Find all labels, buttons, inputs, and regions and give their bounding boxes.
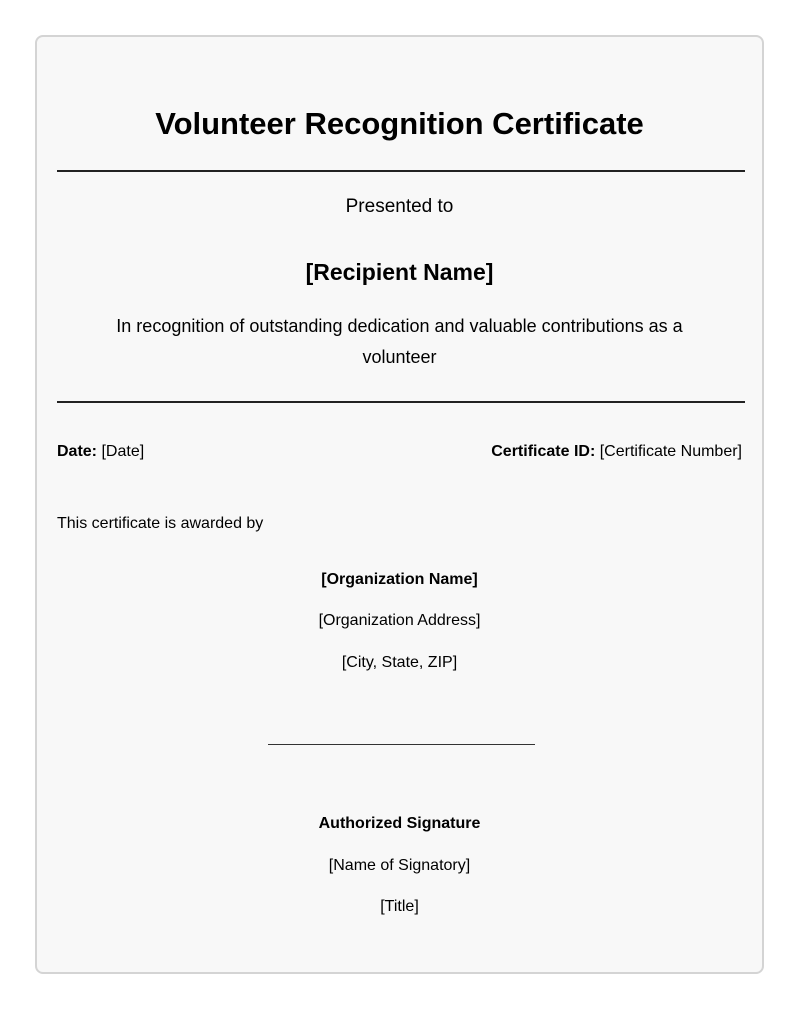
presented-to-text: Presented to: [345, 196, 454, 217]
recognition-text: In recognition of outstanding dedication and valuable contributions as a volunteer: [116, 316, 683, 367]
certificate-title: Volunteer Recognition Certificate: [155, 106, 644, 141]
awarded-by-text: This certificate is awarded by: [57, 515, 264, 532]
signature-label: Authorized Signature: [318, 815, 481, 832]
signatory-name: [Name of Signatory]: [328, 857, 471, 874]
organization-address: [Organization Address]: [318, 612, 481, 629]
certificate-id-value: [Certificate Number]: [599, 443, 742, 460]
recipient-name: [Recipient Name]: [305, 259, 494, 285]
signatory-title: [Title]: [380, 898, 419, 915]
date-id-row: [57, 442, 742, 462]
signature-line: [268, 744, 535, 745]
organization-name: [Organization Name]: [321, 571, 478, 588]
certificate-card: [35, 35, 764, 974]
certificate-id-label: Certificate ID:: [491, 443, 596, 460]
date-field: [57, 442, 144, 462]
top-divider: [57, 170, 745, 172]
certificate-id-field: [491, 442, 742, 462]
organization-city: [City, State, ZIP]: [341, 654, 458, 671]
date-value: [Date]: [101, 443, 145, 460]
bottom-divider: [57, 401, 745, 403]
date-label: Date:: [57, 443, 98, 460]
